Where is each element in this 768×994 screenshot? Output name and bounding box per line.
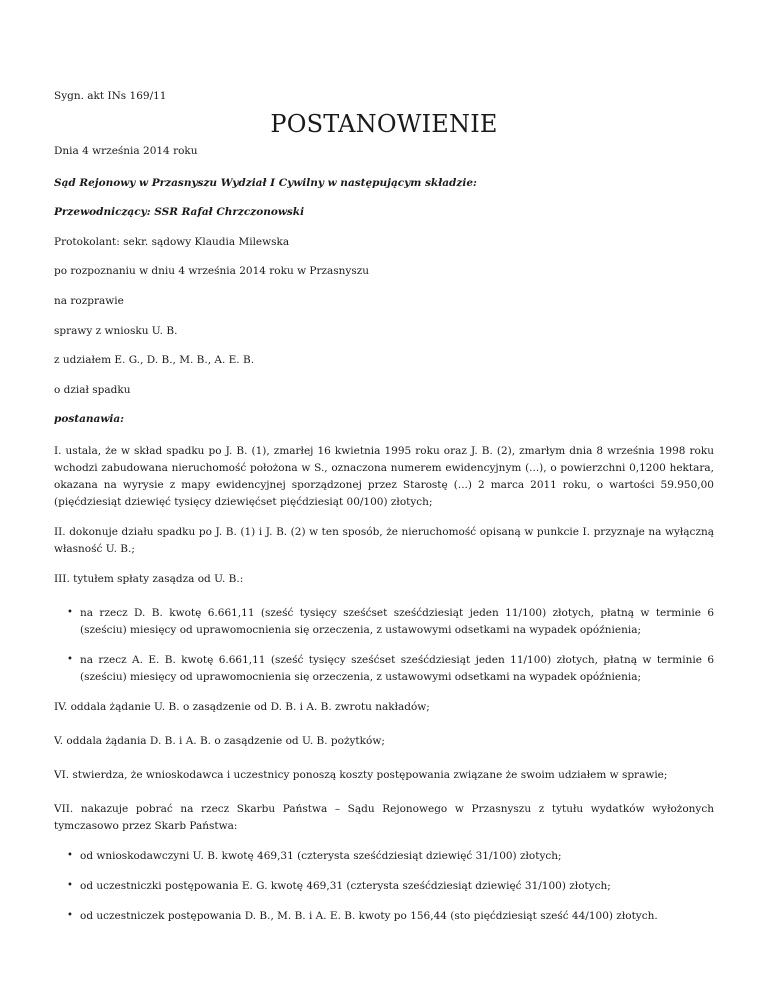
list-item — [67, 652, 714, 686]
case-reference: Sygn. akt INs 169/11 — [54, 90, 167, 102]
ruling-point-6: VI. stwierdza, że wnioskodawca i uczestnicy ponoszą koszty postępowania związane że swoim udziałem w sprawie; — [54, 768, 668, 781]
session-line: na rozprawie — [54, 294, 124, 307]
hearing-line: po rozpoznaniu w dniu 4 września 2014 roku w Przasnyszu — [54, 265, 370, 278]
bullet-icon: • — [67, 909, 73, 921]
bullet-icon: • — [67, 653, 73, 665]
bullet-icon: • — [67, 606, 73, 618]
court-composition: Sąd Rejonowy w Przasnyszu Wydział I Cywilny w następującym składzie: — [54, 176, 477, 189]
ruling-heading: postanawia: — [54, 413, 125, 426]
court-clerk: Protokolant: sekr. sądowy Klaudia Milewska — [54, 235, 290, 248]
ruling-point-1: I. ustala, że w skład spadku po J. B. (1), zmarłej 16 kwietnia 1995 roku oraz J. B. (2), zmarłym dnia 8 września 1998 roku wchodzi zabudowana nieruchomość położona w S., oznaczona numerem ewidencyjnym (...), o powierzchni 0,1200 hektara, okazana na wyrysie z mapy ewidencyjnej sporządzonej przez Starostę (...) 2 marca 2011 roku, o wartości 59.950,00 (pięćdziesiąt dziewięć tysięcy dziewięćset pięćdziesiąt 00/100) złotych; — [54, 444, 714, 508]
presiding-judge: Przewodniczący: SSR Rafał Chrzczonowski — [54, 206, 305, 219]
ruling-point-3: III. tytułem spłaty zasądza od U. B.: — [54, 572, 244, 585]
ruling-point-7: VII. nakazuje pobrać na rzecz Skarbu Państwa – Sądu Rejonowego w Przasnyszu z tytułu wydatków wyłożonych tymczasowo przez Skarb Państwa: — [54, 802, 714, 832]
list-item-text: od wnioskodawczyni U. B. kwotę 469,31 (czterysta sześćdziesiąt dziewięć 31/100) złotych; — [80, 849, 562, 862]
list-item-text: na rzecz D. B. kwotę 6.661,11 (sześć tysięcy sześćset sześćdziesiąt jeden 11/100) złotych, płatną w terminie 6 (sześciu) miesięcy od uprawomocnienia się orzeczenia, z ustawowymi odsetkami na wypadek opóźnienia; — [80, 606, 714, 636]
bullet-icon: • — [67, 879, 73, 891]
ruling-point-5: V. oddala żądania D. B. i A. B. o zasądzenie od U. B. pożytków; — [54, 734, 385, 747]
subject-line: o dział spadku — [54, 383, 131, 396]
ruling-point-4: IV. oddala żądanie U. B. o zasądzenie od D. B. i A. B. zwrotu nakładów; — [54, 700, 430, 713]
date-line: Dnia 4 września 2014 roku — [54, 145, 198, 157]
list-item-text: na rzecz A. E. B. kwotę 6.661,11 (sześć tysięcy sześćset sześćdziesiąt jeden 11/100) złotych, płatną w terminie 6 (sześciu) miesięcy od uprawomocnienia się orzeczenia, z ustawowymi odsetkami na wypadek opóźnienia; — [80, 653, 714, 683]
participants-line: z udziałem E. G., D. B., M. B., A. E. B. — [54, 354, 255, 367]
list-item-text: od uczestniczek postępowania D. B., M. B. i A. E. B. kwoty po 156,44 (sto pięćdziesiąt sześć 44/100) złotych. — [80, 909, 658, 922]
page-title: POSTANOWIENIE — [270, 110, 498, 138]
list-item — [67, 605, 714, 639]
case-line: sprawy z wniosku U. B. — [54, 324, 178, 337]
list-item-text: od uczestniczki postępowania E. G. kwotę 469,31 (czterysta sześćdziesiąt dziewięć 31/100) złotych; — [80, 879, 611, 892]
bullet-icon: • — [67, 849, 73, 861]
list-item — [67, 848, 714, 865]
list-item — [67, 878, 714, 895]
list-item — [67, 908, 714, 925]
point-3-list — [54, 605, 714, 686]
ruling-point-2: II. dokonuje działu spadku po J. B. (1) i J. B. (2) w ten sposób, że nieruchomość opisaną w punkcie I. przyznaje na wyłączną własność U. B.; — [54, 525, 714, 555]
point-7-list — [54, 848, 714, 925]
